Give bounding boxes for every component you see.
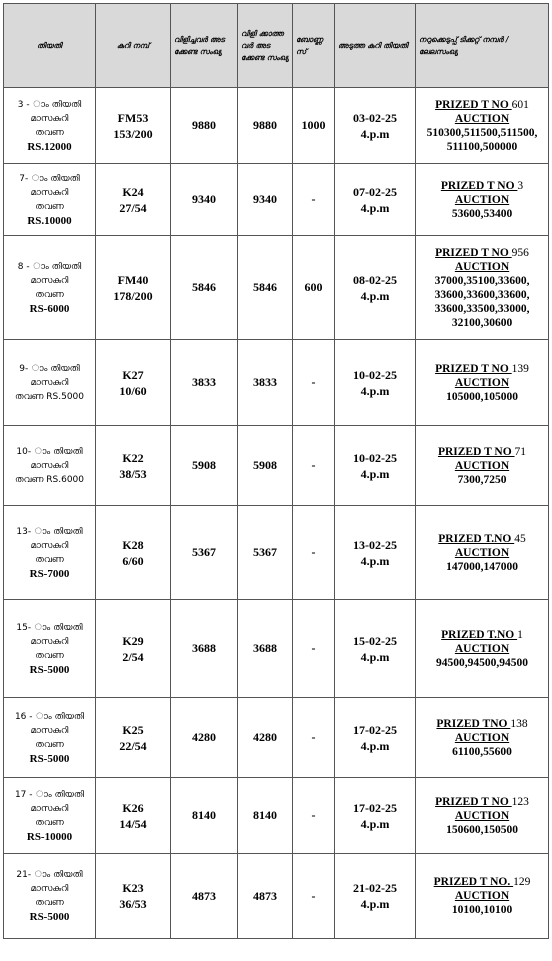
table-row bbox=[4, 600, 549, 698]
kuri-share: 22/54 bbox=[119, 738, 147, 753]
next-date: 03-02-25 bbox=[353, 110, 397, 125]
prized-ticket-number: 601 bbox=[511, 98, 529, 111]
next-date: 08-02-25 bbox=[353, 272, 397, 287]
cell-next-date bbox=[335, 854, 416, 939]
cell-date bbox=[4, 88, 96, 164]
cell-prize bbox=[416, 164, 549, 236]
next-date: 17-02-25 bbox=[353, 800, 397, 815]
auction-label: AUCTION bbox=[454, 890, 510, 902]
monthly-kuri-label: മാസകുറി bbox=[30, 636, 69, 647]
cell-called-deposit: 3688 bbox=[171, 600, 238, 698]
kuri-share: 6/60 bbox=[122, 553, 144, 568]
header-bonus: ബോണ്ണ സ് bbox=[293, 4, 335, 88]
auction-bids: 61100,55600 bbox=[452, 745, 512, 758]
cell-date bbox=[4, 698, 96, 778]
day-suffix: ാം തിയതി bbox=[29, 261, 82, 272]
day-suffix: ാം തിയതി bbox=[31, 446, 83, 457]
cell-called-deposit: 9340 bbox=[171, 164, 238, 236]
cell-called-deposit: 9880 bbox=[171, 88, 238, 164]
kuri-share: 153/200 bbox=[113, 126, 153, 141]
cell-date bbox=[4, 854, 96, 939]
prized-ticket-label: PRIZED T NO bbox=[440, 179, 518, 192]
cell-bonus: - bbox=[293, 600, 335, 698]
prized-ticket-label: PRIZED T NO bbox=[435, 246, 512, 259]
auction-label: AUCTION bbox=[454, 376, 510, 389]
cell-date bbox=[4, 340, 96, 426]
header-next-date: അടുത്ത കുറി തിയതി bbox=[335, 4, 416, 88]
day-number: 16 - bbox=[14, 711, 33, 722]
kuri-code: K24 bbox=[122, 184, 144, 199]
day-number: 15- bbox=[16, 622, 32, 633]
next-time: 4.p.m bbox=[360, 738, 390, 753]
auction-label: AUCTION bbox=[454, 731, 510, 744]
kuri-code: K27 bbox=[122, 367, 144, 382]
cell-next-date bbox=[335, 88, 416, 164]
monthly-kuri-label: മാസകുറി bbox=[30, 187, 69, 198]
table-row bbox=[4, 236, 549, 340]
table-row bbox=[4, 506, 549, 600]
installment-amount: RS-7000 bbox=[29, 567, 70, 580]
cell-prize bbox=[416, 426, 549, 506]
cell-bonus: - bbox=[293, 340, 335, 426]
auction-label: AUCTION bbox=[454, 112, 510, 125]
auction-bids: 510300,511500,511500, 511100,500000 bbox=[426, 126, 538, 153]
cell-bonus: - bbox=[293, 426, 335, 506]
next-time: 4.p.m bbox=[360, 649, 390, 664]
day-number: 9- bbox=[19, 363, 29, 374]
header-prize: നറുക്കെടുപ്പ് ടിക്കറ്റ് നമ്പർ /ലേലസംഖ്യ bbox=[416, 4, 549, 88]
installment-label: തവണ bbox=[35, 554, 64, 565]
table-row bbox=[4, 88, 549, 164]
cell-next-date bbox=[335, 778, 416, 854]
auction-bids: 10100,10100 bbox=[451, 904, 513, 916]
monthly-kuri-label: മാസകുറി bbox=[30, 113, 69, 124]
cell-uncalled-deposit: 9880 bbox=[238, 88, 293, 164]
cell-called-deposit: 5846 bbox=[171, 236, 238, 340]
cell-next-date bbox=[335, 506, 416, 600]
installment-label: തവണ bbox=[35, 739, 64, 750]
cell-bonus: - bbox=[293, 506, 335, 600]
prized-ticket-label: PRIZED T NO bbox=[437, 445, 515, 458]
installment-amount: RS-5000 bbox=[29, 663, 70, 676]
day-suffix: ാം തിയതി bbox=[32, 711, 85, 722]
cell-uncalled-deposit: 4873 bbox=[238, 854, 293, 939]
auction-bids: 94500,94500,94500 bbox=[436, 656, 528, 669]
header-date: തിയതി bbox=[4, 4, 96, 88]
header-kuri-no: കുറി നമ്പ് bbox=[96, 4, 171, 88]
auction-label: AUCTION bbox=[454, 260, 510, 273]
cell-bonus: - bbox=[293, 778, 335, 854]
prized-ticket-number: 1 bbox=[517, 628, 523, 641]
next-time: 4.p.m bbox=[360, 466, 390, 481]
cell-uncalled-deposit: 3688 bbox=[238, 600, 293, 698]
monthly-kuri-label: മാസകുറി bbox=[30, 460, 69, 471]
cell-called-deposit: 5367 bbox=[171, 506, 238, 600]
cell-kuri-no bbox=[96, 236, 171, 340]
cell-next-date bbox=[335, 600, 416, 698]
table-row bbox=[4, 854, 549, 939]
cell-prize bbox=[416, 600, 549, 698]
table-row bbox=[4, 698, 549, 778]
cell-uncalled-deposit: 5908 bbox=[238, 426, 293, 506]
table-row bbox=[4, 164, 549, 236]
prized-ticket-label: PRIZED T NO bbox=[435, 362, 512, 375]
cell-kuri-no bbox=[96, 600, 171, 698]
cell-uncalled-deposit: 9340 bbox=[238, 164, 293, 236]
installment-label: തവണ RS.5000 bbox=[14, 391, 84, 402]
cell-next-date bbox=[335, 698, 416, 778]
auction-bids: 150600,150500 bbox=[446, 823, 518, 836]
next-date: 21-02-25 bbox=[353, 881, 397, 895]
auction-label: AUCTION bbox=[454, 546, 510, 559]
next-time: 4.p.m bbox=[360, 816, 390, 831]
kuri-code: K26 bbox=[122, 800, 144, 815]
kuri-code: K23 bbox=[122, 881, 144, 895]
kuri-code: K25 bbox=[122, 722, 144, 737]
prized-ticket-label: PRIZED T.NO bbox=[441, 628, 518, 641]
cell-bonus: - bbox=[293, 698, 335, 778]
auction-bids: 7300,7250 bbox=[457, 473, 507, 486]
kuri-share: 10/60 bbox=[119, 383, 147, 398]
cell-prize bbox=[416, 698, 549, 778]
auction-label: AUCTION bbox=[454, 809, 510, 822]
table-row bbox=[4, 778, 549, 854]
cell-bonus: 600 bbox=[293, 236, 335, 340]
day-suffix: ാം തിയതി bbox=[28, 363, 80, 374]
prized-ticket-number: 45 bbox=[514, 532, 526, 545]
cell-prize bbox=[416, 506, 549, 600]
cell-prize bbox=[416, 854, 549, 939]
cell-prize bbox=[416, 236, 549, 340]
prized-ticket-label: PRIZED T.NO bbox=[438, 532, 515, 545]
day-suffix: ാം തിയതി bbox=[29, 99, 82, 110]
cell-kuri-no bbox=[96, 506, 171, 600]
installment-amount: RS-10000 bbox=[26, 830, 73, 843]
prized-ticket-number: 129 bbox=[513, 876, 531, 888]
monthly-kuri-label: മാസകുറി bbox=[30, 725, 69, 736]
auction-bids: 53600,53400 bbox=[451, 207, 513, 220]
header-uncalled-deposit: വിളി ക്കാത്ത വർ അട ക്കേണ്ട സംഖ്യ bbox=[238, 4, 293, 88]
kuri-code: FM40 bbox=[117, 272, 149, 287]
kuri-share: 14/54 bbox=[119, 816, 147, 831]
cell-prize bbox=[416, 778, 549, 854]
cell-kuri-no bbox=[96, 778, 171, 854]
prized-ticket-number: 123 bbox=[511, 795, 529, 808]
kuri-code: K22 bbox=[122, 450, 144, 465]
next-time: 4.p.m bbox=[360, 200, 390, 215]
installment-label: തവണ bbox=[35, 898, 64, 908]
prized-ticket-number: 138 bbox=[510, 717, 528, 730]
next-date: 15-02-25 bbox=[353, 633, 397, 648]
monthly-kuri-label: മാസകുറി bbox=[30, 540, 69, 551]
next-date: 10-02-25 bbox=[353, 367, 397, 382]
header-row bbox=[4, 4, 549, 88]
table-row bbox=[4, 340, 549, 426]
cell-kuri-no bbox=[96, 340, 171, 426]
cell-date bbox=[4, 426, 96, 506]
kuri-code: K29 bbox=[122, 633, 144, 648]
day-number: 8 - bbox=[17, 261, 30, 272]
day-number: 10- bbox=[16, 446, 32, 457]
next-date: 13-02-25 bbox=[353, 537, 397, 552]
auction-label: AUCTION bbox=[454, 193, 510, 206]
cell-bonus: 1000 bbox=[293, 88, 335, 164]
installment-label: തവണ bbox=[35, 201, 64, 212]
day-suffix: ാം തിയതി bbox=[31, 870, 83, 880]
day-suffix: ാം തിയതി bbox=[31, 526, 83, 537]
day-number: 17 - bbox=[14, 789, 33, 800]
next-time: 4.p.m bbox=[360, 897, 390, 911]
installment-label: തവണ bbox=[35, 817, 64, 828]
next-date: 07-02-25 bbox=[353, 184, 397, 199]
next-time: 4.p.m bbox=[360, 383, 390, 398]
cell-next-date bbox=[335, 164, 416, 236]
day-suffix: ാം തിയതി bbox=[32, 789, 85, 800]
auction-label: AUCTION bbox=[454, 642, 510, 655]
cell-date bbox=[4, 236, 96, 340]
next-time: 4.p.m bbox=[360, 126, 390, 141]
day-number: 7- bbox=[19, 173, 29, 184]
cell-uncalled-deposit: 5846 bbox=[238, 236, 293, 340]
cell-next-date bbox=[335, 426, 416, 506]
prized-ticket-label: PRIZED T NO bbox=[435, 98, 512, 111]
monthly-kuri-label: മാസകുറി bbox=[30, 884, 69, 894]
cell-called-deposit: 4873 bbox=[171, 854, 238, 939]
installment-amount: RS-5000 bbox=[29, 752, 70, 765]
monthly-kuri-label: മാസകുറി bbox=[30, 803, 69, 814]
cell-uncalled-deposit: 8140 bbox=[238, 778, 293, 854]
installment-amount: RS.10000 bbox=[27, 214, 72, 227]
prized-ticket-number: 3 bbox=[517, 179, 524, 192]
installment-label: തവണ bbox=[35, 127, 64, 138]
cell-uncalled-deposit: 5367 bbox=[238, 506, 293, 600]
monthly-kuri-label: മാസകുറി bbox=[30, 377, 69, 388]
monthly-kuri-label: മാസകുറി bbox=[30, 275, 69, 286]
prized-ticket-number: 71 bbox=[514, 445, 527, 458]
day-suffix: ാം തിയതി bbox=[31, 622, 83, 633]
cell-prize bbox=[416, 88, 549, 164]
prized-ticket-label: PRIZED T NO bbox=[435, 795, 512, 808]
table-row bbox=[4, 426, 549, 506]
kuri-code: FM53 bbox=[117, 110, 149, 125]
kuri-schedule-table bbox=[3, 3, 549, 939]
installment-label: തവണ bbox=[35, 650, 64, 661]
cell-date bbox=[4, 600, 96, 698]
auction-bids: 37000,35100,33600, 33600,33600,33600, 33600,33500,33000, 32100,30600 bbox=[434, 274, 530, 329]
installment-amount: RS-6000 bbox=[29, 302, 70, 315]
cell-kuri-no bbox=[96, 698, 171, 778]
cell-date bbox=[4, 778, 96, 854]
cell-prize bbox=[416, 340, 549, 426]
cell-date bbox=[4, 506, 96, 600]
next-time: 4.p.m bbox=[360, 288, 390, 303]
day-number: 21- bbox=[16, 870, 32, 880]
next-date: 10-02-25 bbox=[353, 450, 397, 465]
prized-ticket-label: PRIZED T NO. bbox=[433, 876, 514, 888]
auction-bids: 105000,105000 bbox=[446, 390, 518, 403]
next-time: 4.p.m bbox=[360, 553, 390, 568]
cell-uncalled-deposit: 3833 bbox=[238, 340, 293, 426]
auction-label: AUCTION bbox=[454, 459, 510, 472]
auction-bids: 147000,147000 bbox=[446, 560, 518, 573]
prized-ticket-number: 139 bbox=[511, 362, 529, 375]
installment-amount: RS-5000 bbox=[29, 911, 70, 923]
cell-called-deposit: 5908 bbox=[171, 426, 238, 506]
cell-date bbox=[4, 164, 96, 236]
cell-kuri-no bbox=[96, 88, 171, 164]
kuri-share: 2/54 bbox=[122, 649, 144, 664]
cell-kuri-no bbox=[96, 854, 171, 939]
kuri-share: 27/54 bbox=[119, 200, 147, 215]
cell-kuri-no bbox=[96, 426, 171, 506]
prized-ticket-label: PRIZED TNO bbox=[436, 717, 511, 730]
cell-uncalled-deposit: 4280 bbox=[238, 698, 293, 778]
next-date: 17-02-25 bbox=[353, 722, 397, 737]
kuri-share: 178/200 bbox=[113, 288, 153, 303]
cell-next-date bbox=[335, 340, 416, 426]
header-called-deposit: വിളിച്ചവർ അട ക്കേണ്ട സംഖ്യ bbox=[171, 4, 238, 88]
day-number: 3 - bbox=[17, 99, 30, 110]
cell-bonus: - bbox=[293, 854, 335, 939]
day-suffix: ാം തിയതി bbox=[28, 173, 80, 184]
installment-label: തവണ bbox=[35, 289, 64, 300]
kuri-share: 36/53 bbox=[119, 897, 147, 911]
cell-next-date bbox=[335, 236, 416, 340]
prized-ticket-number: 956 bbox=[511, 246, 529, 259]
cell-called-deposit: 8140 bbox=[171, 778, 238, 854]
kuri-share: 38/53 bbox=[119, 466, 147, 481]
cell-kuri-no bbox=[96, 164, 171, 236]
cell-called-deposit: 3833 bbox=[171, 340, 238, 426]
cell-called-deposit: 4280 bbox=[171, 698, 238, 778]
cell-bonus: - bbox=[293, 164, 335, 236]
day-number: 13- bbox=[16, 526, 32, 537]
table-body bbox=[4, 88, 549, 939]
kuri-code: K28 bbox=[122, 537, 144, 552]
installment-amount: RS.12000 bbox=[27, 140, 72, 153]
installment-label: തവണ RS.6000 bbox=[14, 474, 84, 485]
